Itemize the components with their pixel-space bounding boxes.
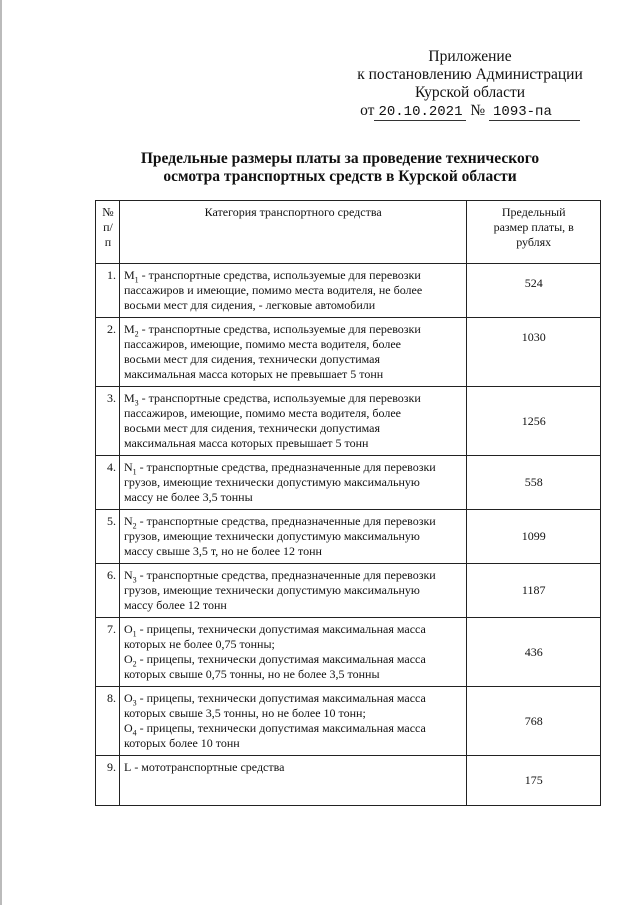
category-description: - транспортные средства, используемые для перевозки пассажиров, имеющие, помимо места водителя, более восьми мест для сидения, технически допустимая максимальная масса которых не превышает 5 тонн bbox=[123, 322, 421, 381]
category-item bbox=[124, 568, 462, 613]
row-number: 7. bbox=[96, 618, 120, 687]
category-cell bbox=[119, 756, 466, 806]
category-description: - транспортные средства, предназначенные для перевозки грузов, имеющие технически допустимую максимальную массу не более 3,5 тонны bbox=[123, 460, 436, 504]
category-cell bbox=[119, 264, 466, 318]
table-row bbox=[96, 264, 601, 318]
category-description: - прицепы, технически допустимая максимальная масса которых свыше 0,75 тонны, но не более 3,5 тонны bbox=[123, 652, 426, 681]
appendix-header bbox=[330, 48, 610, 121]
price-cell: 524 bbox=[467, 264, 601, 318]
number-prefix: № bbox=[470, 102, 486, 119]
category-description: - прицепы, технически допустимая максимальная масса которых более 10 тонн bbox=[123, 721, 426, 750]
title-line-1: Предельные размеры платы за проведение технического bbox=[140, 150, 540, 167]
category-item bbox=[124, 391, 462, 451]
category-item bbox=[124, 760, 462, 775]
page-title bbox=[100, 150, 580, 186]
row-number: 9. bbox=[96, 756, 120, 806]
category-description: - прицепы, технически допустимая максимальная масса которых свыше 3,5 тонны, но не более 10 тонн; bbox=[123, 691, 426, 720]
category-item bbox=[124, 460, 462, 505]
row-number: 1. bbox=[96, 264, 120, 318]
category-code: N bbox=[123, 568, 133, 582]
decree-number: 1093-па bbox=[489, 104, 580, 121]
category-cell bbox=[119, 618, 466, 687]
category-code: M bbox=[123, 268, 135, 282]
table-row bbox=[96, 564, 601, 618]
category-cell bbox=[119, 456, 466, 510]
category-subscript: 3 bbox=[132, 575, 137, 585]
row-number: 6. bbox=[96, 564, 120, 618]
category-subscript: 1 bbox=[132, 629, 137, 639]
price-cell: 1099 bbox=[467, 510, 601, 564]
appendix-region: Курской области bbox=[414, 84, 526, 101]
row-number: 2. bbox=[96, 318, 120, 387]
category-code: O bbox=[123, 691, 133, 705]
category-subscript: 3 bbox=[134, 398, 139, 408]
row-number: 4. bbox=[96, 456, 120, 510]
header-price: Предельный размер платы, в рублях bbox=[467, 201, 601, 264]
price-cell: 1030 bbox=[467, 318, 601, 387]
category-code: N bbox=[123, 460, 133, 474]
category-code: O bbox=[123, 721, 133, 735]
category-subscript: 2 bbox=[132, 521, 137, 531]
table-row bbox=[96, 318, 601, 387]
title-line-2: осмотра транспортных средств в Курской области bbox=[163, 168, 517, 185]
category-description: - транспортные средства, используемые для перевозки пассажиров, имеющие, помимо места водителя, более восьми мест для сидения, технически допустимая максимальная масса которых превышает 5 тонн bbox=[123, 391, 421, 450]
category-code: N bbox=[123, 514, 133, 528]
appendix-label: Приложение bbox=[428, 48, 512, 65]
category-subscript: 1 bbox=[134, 275, 139, 285]
category-description: - транспортные средства, предназначенные для перевозки грузов, имеющие технически допустимую максимальную массу свыше 3,5 т, но не более 12 тонн bbox=[123, 514, 436, 558]
category-cell bbox=[119, 564, 466, 618]
price-cell: 1187 bbox=[467, 564, 601, 618]
table-header bbox=[96, 201, 601, 264]
category-item bbox=[124, 721, 462, 751]
fee-table bbox=[95, 200, 601, 806]
category-item bbox=[124, 652, 462, 682]
price-cell: 436 bbox=[467, 618, 601, 687]
category-item bbox=[124, 691, 462, 721]
row-number: 8. bbox=[96, 687, 120, 756]
category-code: L bbox=[123, 760, 132, 774]
category-code: O bbox=[123, 622, 133, 636]
category-cell bbox=[119, 387, 466, 456]
appendix-date-line bbox=[330, 102, 610, 121]
price-cell: 175 bbox=[467, 756, 601, 806]
row-number: 3. bbox=[96, 387, 120, 456]
table-row bbox=[96, 756, 601, 806]
price-cell: 1256 bbox=[467, 387, 601, 456]
category-description: - прицепы, технически допустимая максимальная масса которых не более 0,75 тонны; bbox=[123, 622, 426, 651]
category-description: - транспортные средства, используемые для перевозки пассажиров и имеющие, помимо места водителя, не более восьми мест для сидения, - легковые автомобили bbox=[123, 268, 423, 312]
category-item bbox=[124, 268, 462, 313]
category-subscript: 2 bbox=[134, 329, 139, 339]
price-cell: 768 bbox=[467, 687, 601, 756]
row-number: 5. bbox=[96, 510, 120, 564]
category-code: M bbox=[123, 322, 135, 336]
appendix-decree: к постановлению Администрации bbox=[357, 66, 583, 83]
date-prefix: от bbox=[360, 102, 375, 119]
header-category: Категория транспортного средства bbox=[119, 201, 466, 264]
category-item bbox=[124, 622, 462, 652]
table-row bbox=[96, 618, 601, 687]
scan-edge bbox=[0, 0, 2, 905]
category-description: - мототранспортные средства bbox=[131, 760, 285, 774]
category-item bbox=[124, 322, 462, 382]
category-code: M bbox=[123, 391, 135, 405]
category-code: O bbox=[123, 652, 133, 666]
category-subscript: 3 bbox=[132, 698, 137, 708]
category-subscript: 1 bbox=[132, 467, 137, 477]
decree-date: 20.10.2021 bbox=[374, 104, 466, 121]
table-row bbox=[96, 687, 601, 756]
table-row bbox=[96, 387, 601, 456]
header-num: № п/п bbox=[96, 201, 120, 264]
table-row bbox=[96, 456, 601, 510]
category-subscript: 2 bbox=[132, 659, 137, 669]
category-description: - транспортные средства, предназначенные для перевозки грузов, имеющие технически допустимую максимальную массу более 12 тонн bbox=[123, 568, 436, 612]
category-cell bbox=[119, 510, 466, 564]
category-item bbox=[124, 514, 462, 559]
category-subscript: 4 bbox=[132, 728, 137, 738]
price-cell: 558 bbox=[467, 456, 601, 510]
category-cell bbox=[119, 318, 466, 387]
table-row bbox=[96, 510, 601, 564]
category-cell bbox=[119, 687, 466, 756]
